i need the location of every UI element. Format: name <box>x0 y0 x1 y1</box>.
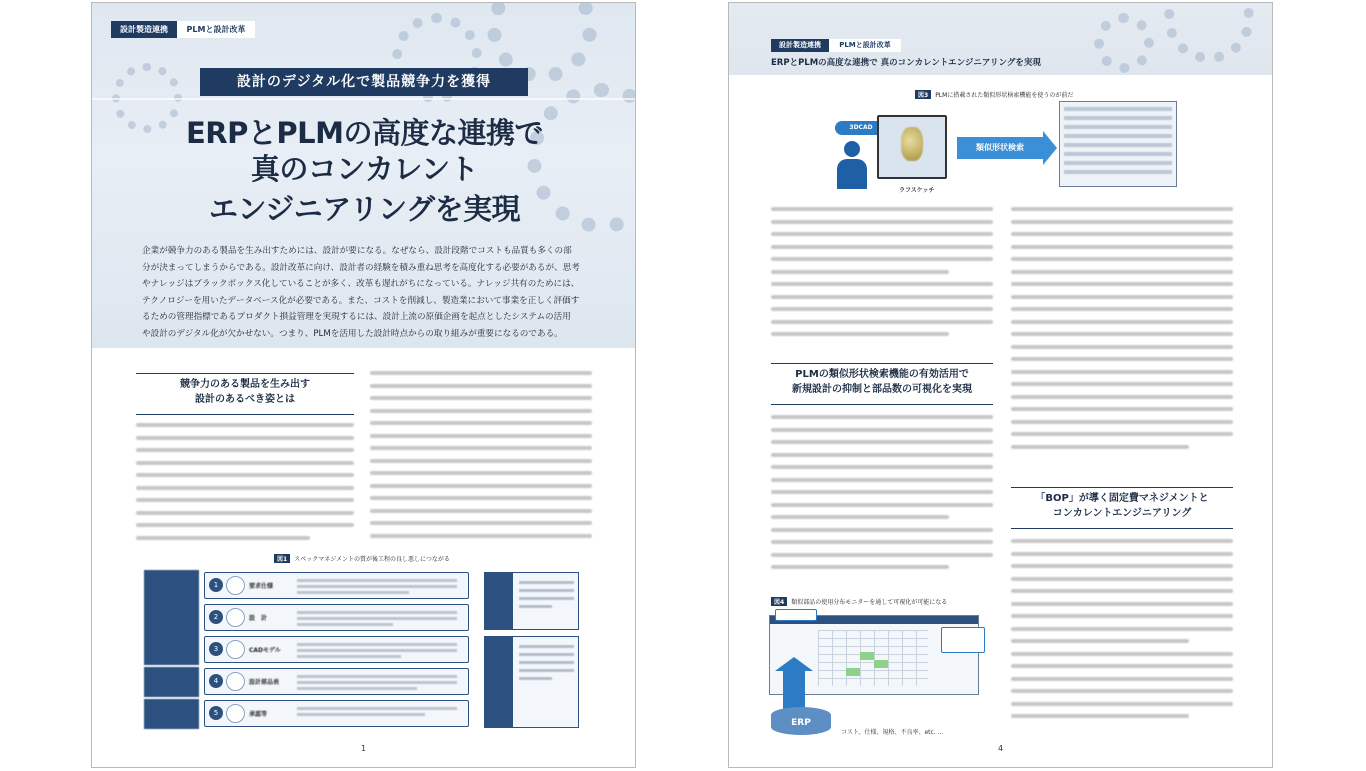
section-heading-line: 新規設計の抑制と部品数の可視化を実現 <box>792 384 972 395</box>
flow-row <box>204 572 469 599</box>
topic-tag: PLMと設計改革 <box>829 39 901 52</box>
diagram-side-label <box>144 699 199 729</box>
body-column-right <box>1011 207 1233 457</box>
section-heading-line: 設計のあるべき姿とは <box>195 394 295 405</box>
figure-caption <box>915 90 1073 99</box>
figure-caption-text: PLMに搭載された類似形状検索機能を使うのが前だ <box>935 92 1074 99</box>
flow-row <box>204 668 469 695</box>
gear-decoration <box>1094 13 1154 73</box>
section-heading-line: コンカレントエンジニアリング <box>1052 508 1192 519</box>
person-icon <box>844 141 860 157</box>
flow-icon <box>226 704 245 723</box>
lead-line: テクノロジーを用いたデータベース化が必要である。また、コストを削減し、製造業において事業を正しく評価す <box>142 295 580 306</box>
figure-number: 図4 <box>771 597 787 606</box>
lead-line: るための管理指標であるプロダクト損益管理を実現するには、設計上流の原価企画を起点としたシステムの活用 <box>142 312 571 323</box>
up-arrow-icon <box>783 669 805 709</box>
hero-ribbon: 設計のデジタル化で製品競争力を獲得 <box>200 68 528 96</box>
flow-step-number: 5 <box>209 706 223 720</box>
hero-title-line-1: ERPとPLMの高度な連携で <box>186 116 543 150</box>
callout-box <box>775 609 817 621</box>
section-heading-line: 「BOP」が導く固定費マネジメントと <box>1035 493 1209 504</box>
category-tag: 設計製造連携 <box>771 39 829 52</box>
figure-caption <box>274 554 450 563</box>
page-number: 4 <box>997 744 1004 753</box>
figure-number: 図3 <box>915 90 931 99</box>
figure-caption <box>771 597 947 606</box>
part-model-image <box>901 127 923 161</box>
sketch-label: ラフスケッチ <box>899 187 935 194</box>
figure-caption-text: 類似部品の使用分布モニターを通して可視化が可能になる <box>791 599 948 606</box>
section-heading-line: 競争力のある製品を生み出す <box>180 379 310 390</box>
body-column-right-2 <box>1011 539 1233 727</box>
gear-decoration <box>1164 3 1254 63</box>
hero-title-line-2: 真のコンカレント <box>250 152 479 186</box>
diagram-right-box <box>484 572 579 630</box>
body-column-left <box>136 423 354 548</box>
section-heading <box>771 363 993 405</box>
spec-management-diagram <box>144 570 584 730</box>
cad-label: 3DCAD <box>835 121 887 135</box>
body-column-left-2 <box>771 415 993 578</box>
lead-line: 分が決まってしまうからである。設計改革に向け、設計者の経験を積み重ね思考を高度化する必要があるが、思考 <box>142 262 580 273</box>
flow-step-number: 1 <box>209 578 223 592</box>
flow-icon <box>226 672 245 691</box>
search-result-screenshot <box>1059 101 1177 187</box>
flow-icon <box>226 608 245 627</box>
database-icon: ERP <box>771 707 831 735</box>
callout-box <box>941 627 985 653</box>
figure-caption-text: スペックマネジメントの質が後工程の良し悪しにつながる <box>294 556 450 563</box>
section-heading <box>1011 487 1233 529</box>
flow-step-number: 4 <box>209 674 223 688</box>
flow-icon <box>226 640 245 659</box>
header-subtitle: ERPとPLMの高度な連携で 真のコンカレントエンジニアリングを実現 <box>771 58 1041 68</box>
flow-step-label: 設 計 <box>249 615 268 622</box>
topic-tag: PLMと設計改革 <box>177 21 255 38</box>
page-1 <box>91 2 636 768</box>
flow-step-label: 承認等 <box>249 711 268 718</box>
flow-step-label: 設計部品表 <box>249 679 280 686</box>
flow-step-label: CADモデル <box>249 647 281 654</box>
flow-icon <box>226 576 245 595</box>
flow-row <box>204 604 469 631</box>
flow-step-label: 要求仕様 <box>249 583 274 590</box>
lead-paragraph <box>142 243 592 343</box>
section-heading <box>136 373 354 415</box>
page-number: 1 <box>360 744 367 753</box>
diagram-side-label <box>144 667 199 697</box>
figure-sub-caption: コスト、仕様、規格、不良率、etc. ... <box>841 729 944 736</box>
similar-shape-search-figure <box>829 101 1179 201</box>
flow-row <box>204 700 469 727</box>
decorative-line <box>92 98 636 100</box>
diagram-right-box <box>484 636 579 728</box>
lead-line: やナレッジはブラックボックス化していることが多く、改革も遅れがちになっている。ナレッジ共有のためには、 <box>142 279 580 290</box>
flow-row <box>204 636 469 663</box>
lead-line: 企業が競争力のある製品を生み出すためには、設計が要になる。なぜなら、設計段階でコストも品質も多くの部 <box>142 246 572 256</box>
usage-distribution-figure <box>769 609 994 741</box>
section-heading-line: PLMの類似形状検索機能の有効活用で <box>795 369 969 380</box>
figure-number: 図1 <box>274 554 290 563</box>
page-header-band <box>729 3 1273 75</box>
flow-step-number: 2 <box>209 610 223 624</box>
body-column-left <box>771 207 993 345</box>
category-tag: 設計製造連携 <box>111 21 177 38</box>
person-icon <box>837 159 867 189</box>
hero-title-line-3: エンジニアリングを実現 <box>208 192 521 226</box>
body-column-right <box>370 371 592 546</box>
diagram-side-label <box>144 570 199 665</box>
page-4 <box>728 2 1273 768</box>
lead-line: や設計のデジタル化が欠かせない。つまり、PLMを活用した設計時点からの取り組みが重要になるのである。 <box>142 328 563 339</box>
hero-banner <box>92 3 636 348</box>
search-arrow: 類似形状検索 <box>957 137 1043 159</box>
flow-step-number: 3 <box>209 642 223 656</box>
